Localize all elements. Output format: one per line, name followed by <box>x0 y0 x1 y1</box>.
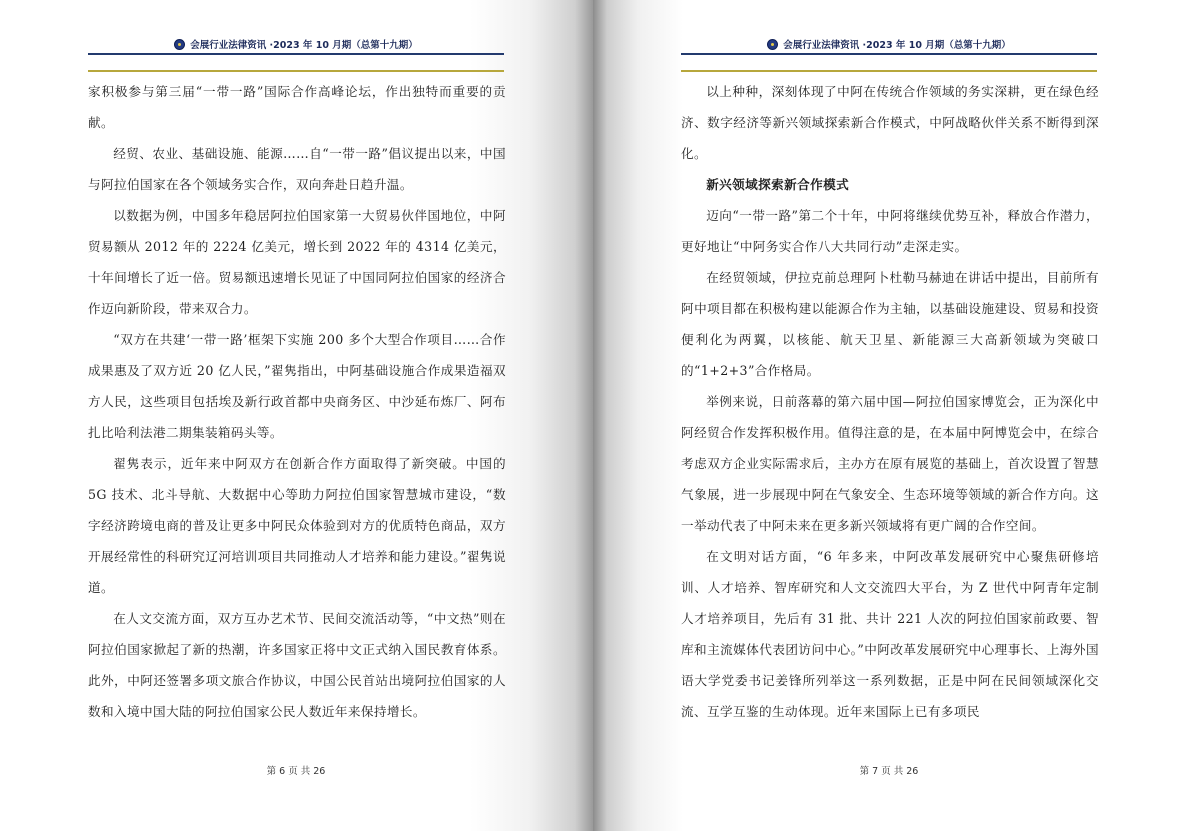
page-header <box>88 36 504 52</box>
header-title: 会展行业法律资讯 ·2023 年 10 月期（总第十九期） <box>783 40 1011 51</box>
paragraph: 经贸、农业、基础设施、能源……自“一带一路”倡议提出以来，中国与阿拉伯国家在各个领域务实合作，双向奔赴日趋升温。 <box>88 146 506 192</box>
paragraph: 翟隽表示，近年来中阿双方在创新合作方面取得了新突破。中国的 5G 技术、北斗导航、大数据中心等助力阿拉伯国家智慧城市建设，“数字经济跨境电商的普及让更多中阿民众体验到对方的优质特色商品，双方开展经常性的科研究辽河培训项目共同推动人才培养和能力建设。”翟隽说道。 <box>88 456 506 595</box>
header-title: 会展行业法律资讯 ·2023 年 10 月期（总第十九期） <box>190 40 418 51</box>
page-number: 第 6 页 共 26 <box>266 766 326 777</box>
header-rule <box>681 53 1097 55</box>
page-number: 第 7 页 共 26 <box>859 766 919 777</box>
article-body <box>681 76 1099 727</box>
header-rule <box>88 53 504 55</box>
paragraph: 以上种种，深刻体现了中阿在传统合作领域的务实深耕，更在绿色经济、数字经济等新兴领域探索新合作模式，中阿战略伙伴关系不断得到深化。 <box>681 84 1099 161</box>
page-header <box>681 36 1097 52</box>
emblem-icon <box>767 39 778 50</box>
emblem-icon <box>174 39 185 50</box>
paragraph: 在人文交流方面，双方互办艺术节、民间交流活动等，“中文热”则在阿拉伯国家掀起了新的热潮，许多国家正将中文正式纳入国民教育体系。此外，中阿还签署多项文旅合作协议，中国公民首站出境阿拉伯国家的人数和入境中国大陆的阿拉伯国家公民人数近年来保持增长。 <box>88 611 506 719</box>
paragraph: 举例来说，日前落幕的第六届中国—阿拉伯国家博览会，正为深化中阿经贸合作发挥积极作用。值得注意的是，在本届中阿博览会中，在综合考虑双方企业实际需求后，主办方在原有展览的基础上，首次设置了智慧气象展，进一步展现中阿在气象安全、生态环境等领域的新合作方向。这一举动代表了中阿未来在更多新兴领域将有更广阔的合作空间。 <box>681 394 1099 533</box>
paragraph: 在文明对话方面，“6 年多来，中阿改革发展研究中心聚焦研修培训、人才培养、智库研究和人文交流四大平台，为 Z 世代中阿青年定制人才培养项目，先后有 31 批、共计 221 人次的阿拉伯国家前政要、智库和主流媒体代表团访问中心。”中阿改革发展研究中心理事长、上海外国语大学党委书记姜锋所列举这一系列数据，正是中阿在民间领域深化交流、互学互鉴的生动体现。近年来国际上已有多项民 <box>681 549 1099 719</box>
paragraph: “双方在共建‘一带一路’框架下实施 200 多个大型合作项目……合作成果惠及了双方近 20 亿人民，”翟隽指出，中阿基础设施合作成果造福双方人民，这些项目包括埃及新行政首都中央商务区、中沙延布炼厂、阿布扎比哈利法港二期集装箱码头等。 <box>88 332 506 440</box>
header-accent-rule <box>681 70 1097 72</box>
section-heading: 新兴领域探索新合作模式 <box>706 177 850 192</box>
paragraph: 家积极参与第三届“一带一路”国际合作高峰论坛，作出独特而重要的贡献。 <box>88 84 506 130</box>
paragraph: 在经贸领域，伊拉克前总理阿卜杜勒马赫迪在讲话中提出，目前所有阿中项目都在积极构建以能源合作为主轴，以基础设施建设、贸易和投资便利化为两翼，以核能、航天卫星、新能源三大高新领域为突破口的“1+2+3”合作格局。 <box>681 270 1099 378</box>
left-page <box>0 0 593 831</box>
article-body <box>88 76 506 727</box>
paragraph: 以数据为例，中国多年稳居阿拉伯国家第一大贸易伙伴国地位，中阿贸易额从 2012 年的 2224 亿美元，增长到 2022 年的 4314 亿美元，十年间增长了近一倍。贸易额迅速增长见证了中国同阿拉伯国家的经济合作迈向新阶段，带来双合力。 <box>88 208 506 316</box>
right-page <box>593 0 1189 831</box>
paragraph: 迈向“一带一路”第二个十年，中阿将继续优势互补，释放合作潜力，更好地让“中阿务实合作八大共同行动”走深走实。 <box>681 208 1099 254</box>
header-accent-rule <box>88 70 504 72</box>
